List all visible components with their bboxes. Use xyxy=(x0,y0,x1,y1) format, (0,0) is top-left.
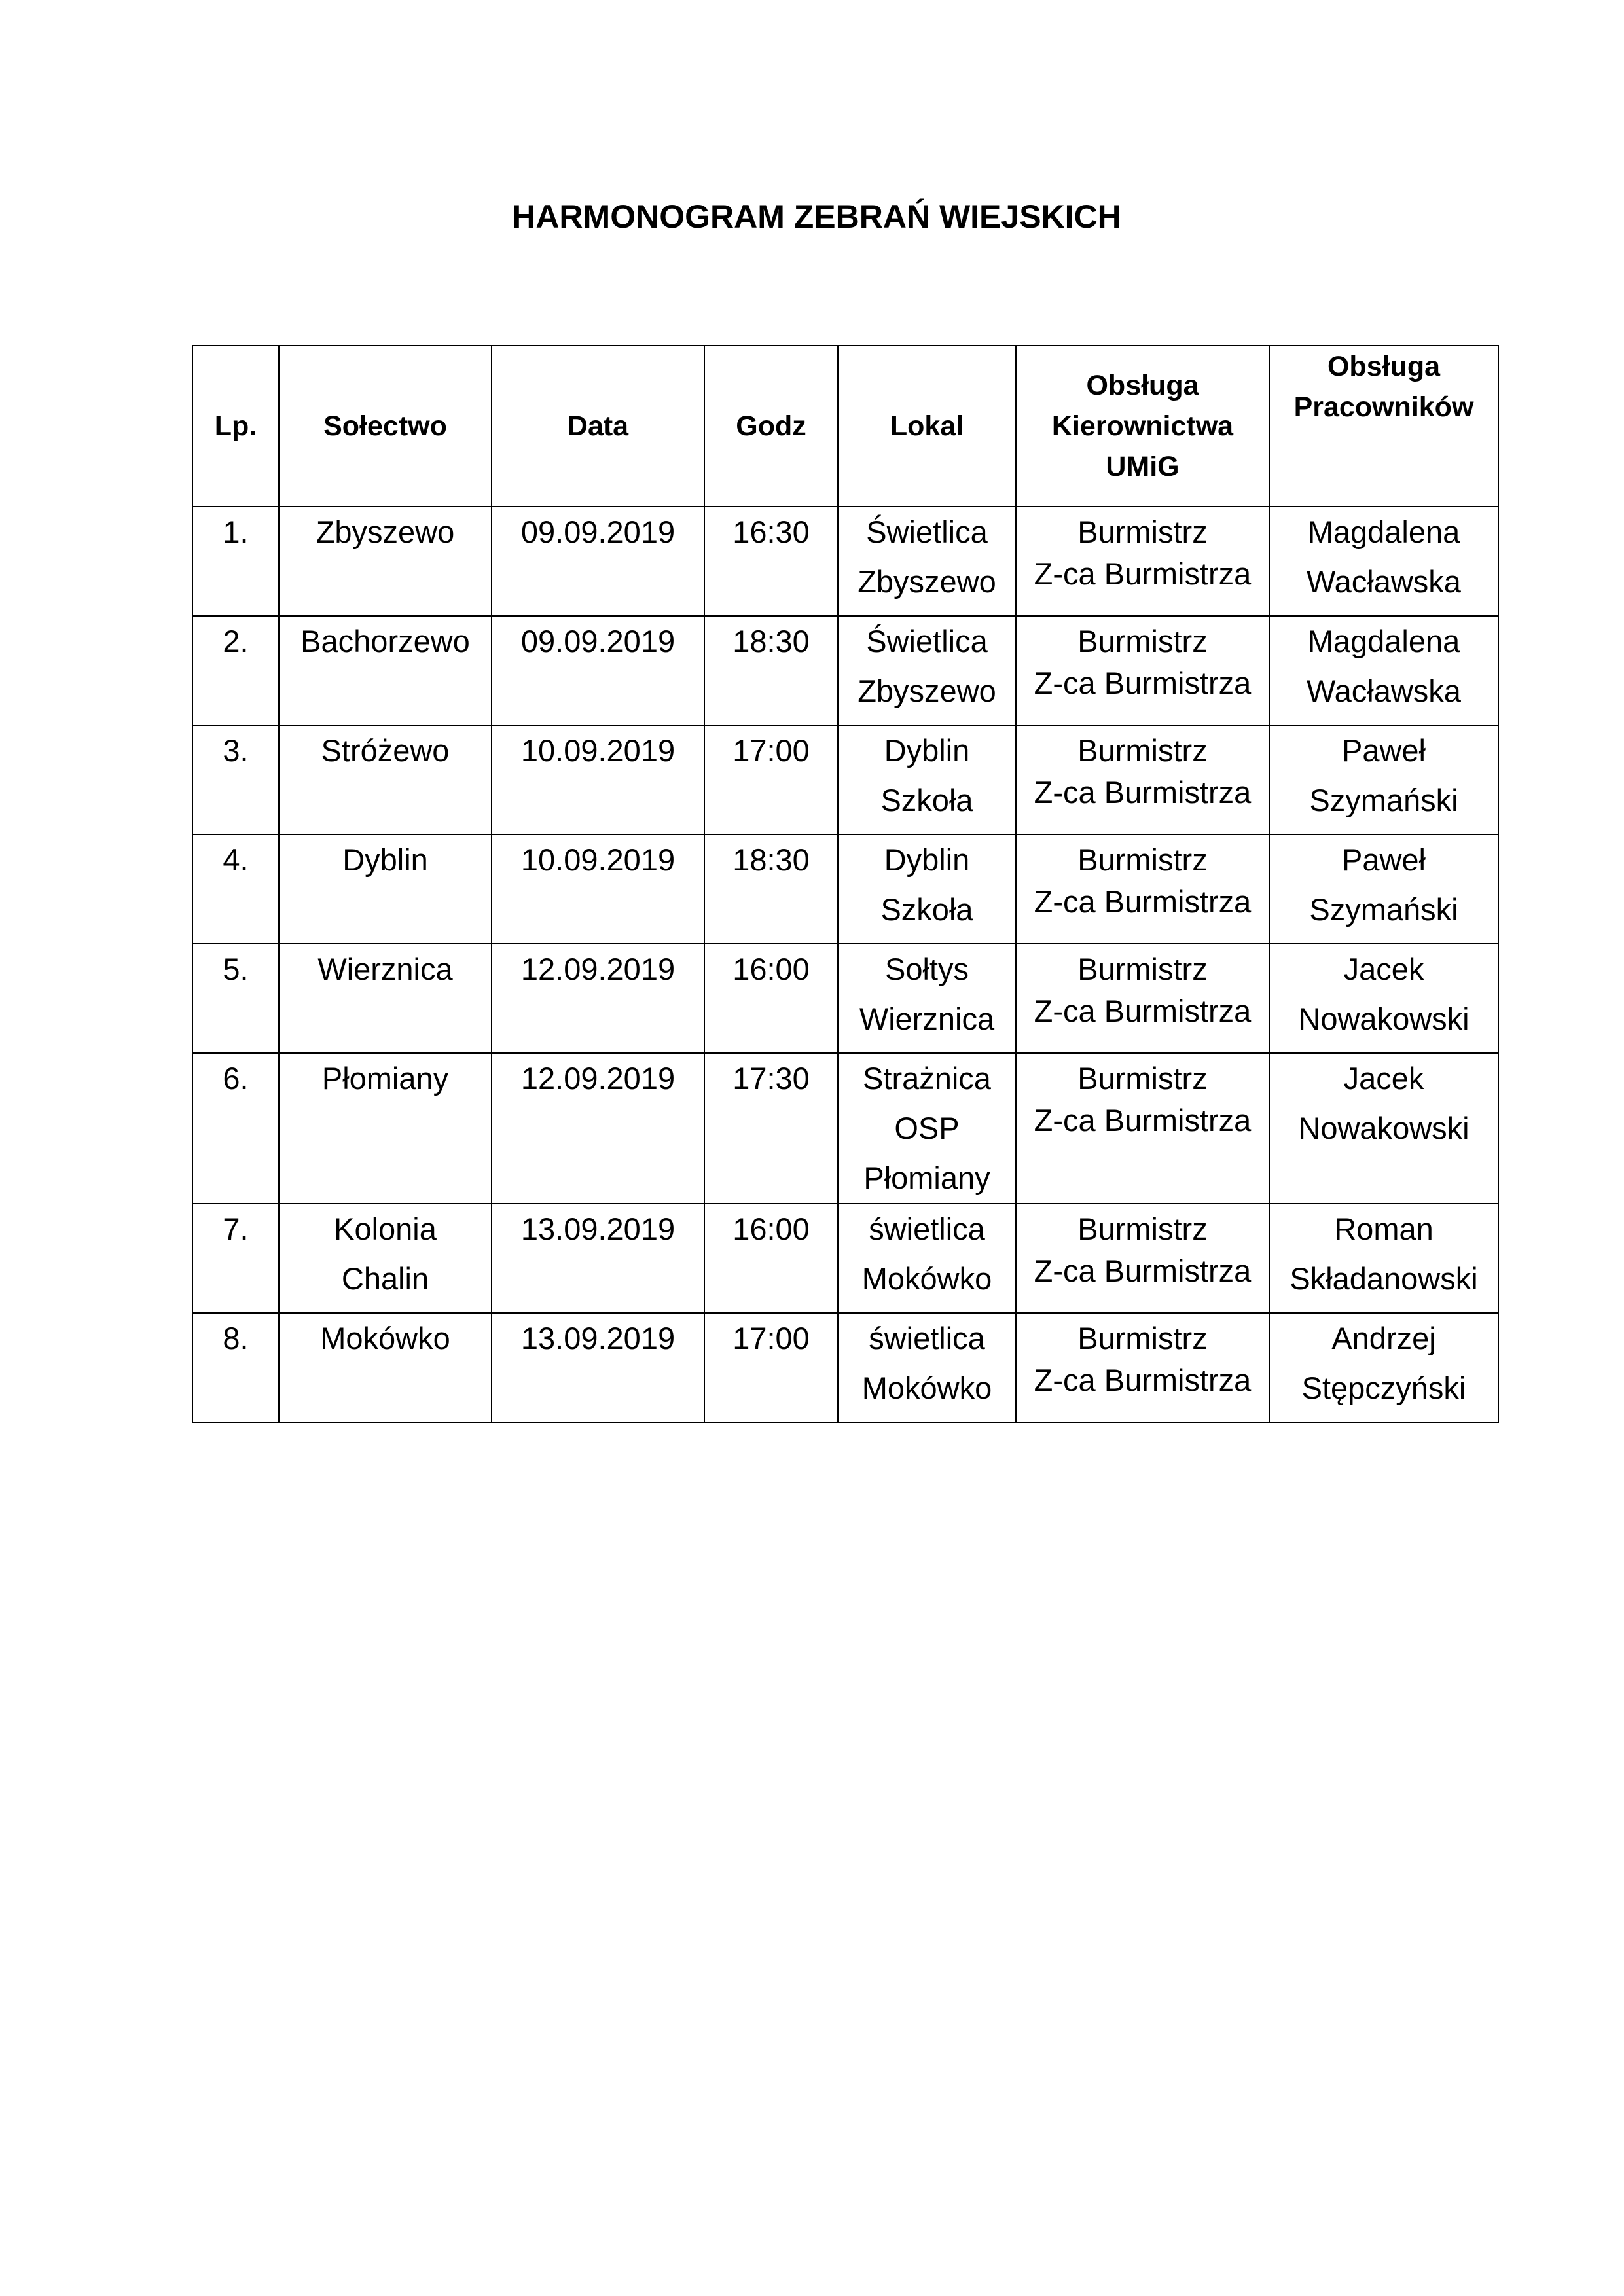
cell-pracownicy-line: Wacławska xyxy=(1307,564,1461,599)
cell-godz: 18:30 xyxy=(704,616,838,725)
cell-pracownicy xyxy=(1269,1053,1498,1204)
cell-kierownictwo-line: Burmistrz xyxy=(1077,952,1208,986)
cell-lokal-line: Świetlica xyxy=(866,514,988,549)
cell-godz: 16:00 xyxy=(704,944,838,1053)
cell-kierownictwo-line: Z-ca Burmistrza xyxy=(1034,1103,1252,1138)
cell-kierownictwo-line: Burmistrz xyxy=(1077,842,1208,877)
cell-data: 10.09.2019 xyxy=(492,725,704,834)
table-row xyxy=(192,834,1498,944)
cell-pracownicy xyxy=(1269,616,1498,725)
cell-data: 09.09.2019 xyxy=(492,507,704,616)
cell-data: 13.09.2019 xyxy=(492,1204,704,1313)
cell-lokal-line: Mokówko xyxy=(861,1261,992,1296)
page-title-text: HARMONOGRAM ZEBRAŃ WIEJSKICH xyxy=(512,198,1121,235)
header-line: Kierownictwa xyxy=(1051,410,1234,442)
cell-godz: 16:30 xyxy=(704,507,838,616)
cell-pracownicy xyxy=(1269,725,1498,834)
page-title xyxy=(0,198,1624,236)
header-line: UMiG xyxy=(1106,451,1180,482)
cell-kierownictwo xyxy=(1016,507,1269,616)
cell-lokal xyxy=(838,834,1016,944)
cell-data: 10.09.2019 xyxy=(492,834,704,944)
cell-pracownicy-line: Paweł xyxy=(1341,733,1426,768)
header-line: Obsługa xyxy=(1086,370,1199,401)
cell-lokal-line: Strażnica xyxy=(863,1061,991,1096)
cell-lp: 5. xyxy=(192,944,279,1053)
cell-lp: 1. xyxy=(192,507,279,616)
cell-kierownictwo xyxy=(1016,834,1269,944)
cell-pracownicy-line: Szymański xyxy=(1309,892,1458,927)
cell-lokal-line: Płomiany xyxy=(863,1160,990,1195)
cell-data: 13.09.2019 xyxy=(492,1313,704,1422)
cell-lokal-line: Mokówko xyxy=(861,1371,992,1405)
cell-kierownictwo xyxy=(1016,725,1269,834)
cell-pracownicy xyxy=(1269,1204,1498,1313)
cell-data: 09.09.2019 xyxy=(492,616,704,725)
cell-godz: 18:30 xyxy=(704,834,838,944)
cell-kierownictwo-line: Burmistrz xyxy=(1077,514,1208,549)
header-lokal: Lokal xyxy=(838,346,1016,507)
cell-lp: 7. xyxy=(192,1204,279,1313)
cell-solectwo xyxy=(279,725,492,834)
cell-godz: 17:30 xyxy=(704,1053,838,1204)
cell-pracownicy-line: Szymański xyxy=(1309,783,1458,817)
cell-solectwo xyxy=(279,1313,492,1422)
cell-kierownictwo-line: Z-ca Burmistrza xyxy=(1034,994,1252,1028)
table-row xyxy=(192,1204,1498,1313)
cell-data: 12.09.2019 xyxy=(492,944,704,1053)
cell-pracownicy-line: Jacek xyxy=(1343,1061,1424,1096)
cell-lp: 8. xyxy=(192,1313,279,1422)
table-row xyxy=(192,616,1498,725)
cell-kierownictwo xyxy=(1016,1053,1269,1204)
cell-lokal xyxy=(838,1053,1016,1204)
cell-lokal-line: Szkoła xyxy=(880,892,973,927)
cell-pracownicy xyxy=(1269,507,1498,616)
cell-pracownicy-line: Jacek xyxy=(1343,952,1424,986)
header-obsluga-pracownikow xyxy=(1269,346,1498,507)
cell-kierownictwo-line: Z-ca Burmistrza xyxy=(1034,1253,1252,1288)
cell-solectwo-line: Stróżewo xyxy=(321,733,450,768)
cell-pracownicy xyxy=(1269,1313,1498,1422)
cell-pracownicy-line: Magdalena xyxy=(1307,624,1460,658)
cell-lokal xyxy=(838,507,1016,616)
table-row xyxy=(192,725,1498,834)
cell-godz: 16:00 xyxy=(704,1204,838,1313)
cell-pracownicy-line: Wacławska xyxy=(1307,673,1461,708)
cell-solectwo-line: Kolonia xyxy=(334,1211,437,1246)
cell-kierownictwo-line: Burmistrz xyxy=(1077,1211,1208,1246)
cell-lokal xyxy=(838,1204,1016,1313)
header-lp: Lp. xyxy=(192,346,279,507)
cell-kierownictwo xyxy=(1016,944,1269,1053)
meeting-schedule-table xyxy=(192,345,1499,1423)
cell-pracownicy-line: Składanowski xyxy=(1290,1261,1478,1296)
cell-lp: 3. xyxy=(192,725,279,834)
table-row xyxy=(192,1313,1498,1422)
cell-pracownicy-line: Paweł xyxy=(1341,842,1426,877)
cell-solectwo xyxy=(279,1053,492,1204)
cell-lp: 6. xyxy=(192,1053,279,1204)
cell-lokal-line: Sołtys xyxy=(885,952,969,986)
header-data: Data xyxy=(492,346,704,507)
cell-solectwo-line: Chalin xyxy=(341,1261,429,1296)
cell-lokal-line: Dyblin xyxy=(884,733,970,768)
table-header-row xyxy=(192,346,1498,507)
cell-lokal xyxy=(838,616,1016,725)
cell-kierownictwo-line: Z-ca Burmistrza xyxy=(1034,666,1252,700)
cell-kierownictwo xyxy=(1016,1204,1269,1313)
cell-kierownictwo xyxy=(1016,616,1269,725)
header-solectwo: Sołectwo xyxy=(279,346,492,507)
header-obsluga-kierownictwa xyxy=(1016,346,1269,507)
table-row xyxy=(192,944,1498,1053)
cell-solectwo xyxy=(279,616,492,725)
cell-lokal-line: Szkoła xyxy=(880,783,973,817)
cell-lokal xyxy=(838,1313,1016,1422)
cell-pracownicy-line: Nowakowski xyxy=(1298,1111,1470,1145)
cell-solectwo-line: Wierznica xyxy=(317,952,453,986)
table-body xyxy=(192,507,1498,1422)
cell-kierownictwo-line: Burmistrz xyxy=(1077,733,1208,768)
cell-solectwo xyxy=(279,944,492,1053)
cell-kierownictwo-line: Z-ca Burmistrza xyxy=(1034,556,1252,591)
cell-kierownictwo-line: Z-ca Burmistrza xyxy=(1034,775,1252,810)
cell-pracownicy-line: Roman xyxy=(1334,1211,1434,1246)
cell-lokal-line: świetlica xyxy=(869,1321,985,1355)
table-row xyxy=(192,507,1498,616)
cell-lokal xyxy=(838,944,1016,1053)
cell-lokal xyxy=(838,725,1016,834)
cell-kierownictwo-line: Z-ca Burmistrza xyxy=(1034,1363,1252,1397)
cell-lp: 4. xyxy=(192,834,279,944)
cell-solectwo xyxy=(279,834,492,944)
cell-pracownicy-line: Andrzej xyxy=(1331,1321,1436,1355)
cell-pracownicy xyxy=(1269,834,1498,944)
header-line: Pracowników xyxy=(1293,391,1474,423)
cell-lokal-line: OSP xyxy=(894,1111,960,1145)
cell-lokal-line: Dyblin xyxy=(884,842,970,877)
cell-solectwo xyxy=(279,1204,492,1313)
cell-data: 12.09.2019 xyxy=(492,1053,704,1204)
cell-lokal-line: Zbyszewo xyxy=(857,673,996,708)
cell-godz: 17:00 xyxy=(704,725,838,834)
table-row xyxy=(192,1053,1498,1204)
cell-solectwo-line: Płomiany xyxy=(321,1061,449,1096)
cell-pracownicy-line: Magdalena xyxy=(1307,514,1460,549)
cell-kierownictwo xyxy=(1016,1313,1269,1422)
cell-lokal-line: Wierznica xyxy=(859,1001,995,1036)
cell-lokal-line: Zbyszewo xyxy=(857,564,996,599)
header-line: Obsługa xyxy=(1327,351,1441,382)
cell-solectwo-line: Bachorzewo xyxy=(300,624,470,658)
cell-lokal-line: Świetlica xyxy=(866,624,988,658)
cell-kierownictwo-line: Burmistrz xyxy=(1077,1061,1208,1096)
cell-solectwo xyxy=(279,507,492,616)
cell-godz: 17:00 xyxy=(704,1313,838,1422)
cell-pracownicy-line: Nowakowski xyxy=(1298,1001,1470,1036)
cell-solectwo-line: Mokówko xyxy=(320,1321,450,1355)
cell-pracownicy-line: Stępczyński xyxy=(1301,1371,1466,1405)
cell-pracownicy xyxy=(1269,944,1498,1053)
cell-lokal-line: świetlica xyxy=(869,1211,985,1246)
cell-solectwo-line: Zbyszewo xyxy=(316,514,455,549)
cell-kierownictwo-line: Burmistrz xyxy=(1077,624,1208,658)
cell-lp: 2. xyxy=(192,616,279,725)
cell-solectwo-line: Dyblin xyxy=(342,842,428,877)
header-godz: Godz xyxy=(704,346,838,507)
cell-kierownictwo-line: Z-ca Burmistrza xyxy=(1034,884,1252,919)
cell-kierownictwo-line: Burmistrz xyxy=(1077,1321,1208,1355)
